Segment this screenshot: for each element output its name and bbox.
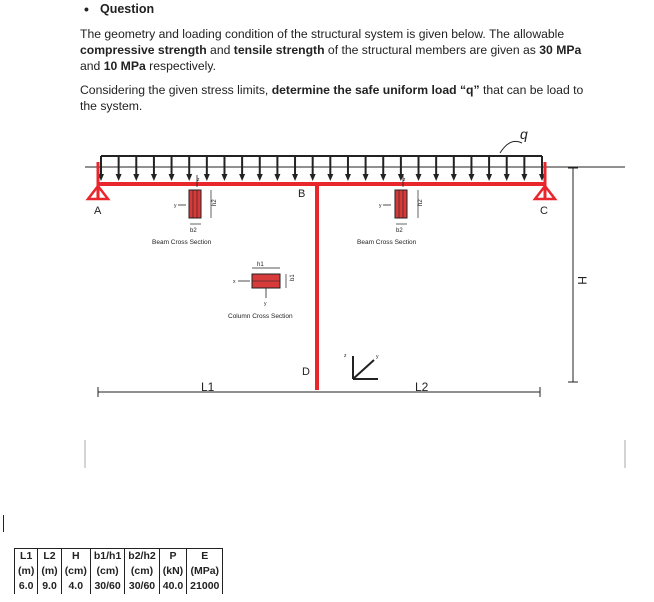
properties-table [14, 548, 223, 594]
load-arrowhead [327, 174, 333, 181]
text-cursor [3, 515, 4, 532]
node-d-label: D [302, 366, 310, 378]
table-value-cell: 30/60 [125, 579, 159, 594]
table-units-row [15, 564, 223, 579]
bold-run: 30 MPa [539, 43, 582, 57]
axis-x-label: x [233, 279, 236, 285]
load-arrowhead [274, 174, 280, 181]
load-arrowhead [221, 174, 227, 181]
load-q-label: q [520, 126, 528, 142]
column-section-caption: Column Cross Section [228, 313, 293, 320]
dim-b2-label: b2 [190, 228, 197, 234]
dim-h-label: H [575, 276, 589, 285]
load-arrowhead [380, 174, 386, 181]
table-header-cell: H [61, 549, 90, 565]
table-header-cell: P [159, 549, 186, 565]
bold-run: 10 MPa [103, 59, 146, 73]
table-unit-cell: (cm) [90, 564, 124, 579]
column-member [315, 182, 319, 390]
load-arrowhead [204, 174, 210, 181]
dim-h2-label: h2 [418, 199, 424, 206]
text-run: and [206, 43, 234, 57]
table-value-cell: 4.0 [61, 579, 90, 594]
load-arrowhead [345, 174, 351, 181]
dim-l1-label: L1 [201, 380, 215, 394]
table-header-cell: b2/h2 [125, 549, 159, 565]
axis-z-label: z [197, 177, 200, 183]
bullet-icon: • [84, 1, 89, 17]
axis-z-label: z [344, 353, 347, 359]
table-values-row [15, 579, 223, 594]
axis-y-label: y [376, 354, 379, 360]
node-b-label: B [298, 188, 306, 200]
load-q-leader [500, 141, 522, 153]
load-arrowhead [504, 174, 510, 181]
table-unit-cell: (cm) [125, 564, 159, 579]
table-unit-cell: (m) [38, 564, 61, 579]
axis-y-label: y [264, 301, 267, 307]
load-arrowhead [363, 174, 369, 181]
beam-section-right-caption: Beam Cross Section [357, 239, 417, 246]
text-run: of the structural members are given as [324, 43, 540, 57]
dim-h2-label: h2 [212, 199, 218, 206]
table-value-cell: 21000 [187, 579, 223, 594]
load-arrowhead [116, 174, 122, 181]
text-run: that can be load to the system. [80, 83, 584, 113]
load-arrowhead [186, 174, 192, 181]
text-run: The geometry and loading condition of the structural system is given below. The allowable [80, 27, 565, 41]
heading-text: Question [100, 2, 155, 16]
load-arrowhead [486, 174, 492, 181]
table-header-cell: b1/h1 [90, 549, 124, 565]
load-arrowhead [169, 174, 175, 181]
load-arrowhead [151, 174, 157, 181]
dim-l2-label: L2 [415, 380, 429, 394]
beam-member [98, 182, 546, 186]
distributed-load-arrows [98, 141, 545, 181]
text-run: Considering the given stress limits, [80, 83, 272, 97]
column-cross-section [233, 262, 296, 307]
table-unit-cell: (cm) [61, 564, 90, 579]
load-arrowhead [521, 174, 527, 181]
node-a-label: A [94, 205, 102, 217]
dim-b1-label: b1 [290, 274, 296, 281]
load-arrowhead [133, 174, 139, 181]
axis-z-label: z [403, 177, 406, 183]
load-arrowhead [433, 174, 439, 181]
text-run: respectively. [145, 59, 216, 73]
table-value-cell: 40.0 [159, 579, 186, 594]
dim-b2-label: b2 [396, 228, 403, 234]
axis-y-label: y [379, 203, 382, 209]
load-arrowhead [310, 174, 316, 181]
load-arrowhead [416, 174, 422, 181]
table-header-cell: E [187, 549, 223, 565]
bold-run: determine the safe uniform load “q” [271, 83, 480, 97]
load-arrowhead [468, 174, 474, 181]
bold-run: compressive strength [80, 43, 207, 57]
table-value-cell: 9.0 [38, 579, 61, 594]
pin-support-c [535, 162, 555, 200]
load-arrowhead [292, 174, 298, 181]
load-arrowhead [451, 174, 457, 181]
table-unit-cell: (kN) [159, 564, 186, 579]
pin-support-a [88, 162, 108, 200]
node-c-label: C [540, 205, 548, 217]
bold-run: tensile strength [233, 43, 325, 57]
table-header-cell: L2 [38, 549, 61, 565]
table-header-row [15, 549, 223, 565]
beam-section-left-caption: Beam Cross Section [152, 239, 212, 246]
table-unit-cell: (m) [15, 564, 38, 579]
dim-h1-label: h1 [257, 262, 264, 268]
table-unit-cell: (MPa) [187, 564, 223, 579]
table-value-cell: 30/60 [90, 579, 124, 594]
load-arrowhead [239, 174, 245, 181]
table-header-cell: L1 [15, 549, 38, 565]
load-arrowhead [257, 174, 263, 181]
axis-y-label: y [174, 203, 177, 209]
coordinate-axes-icon [344, 353, 379, 379]
text-run: and [80, 59, 104, 73]
table-value-cell: 6.0 [15, 579, 38, 594]
